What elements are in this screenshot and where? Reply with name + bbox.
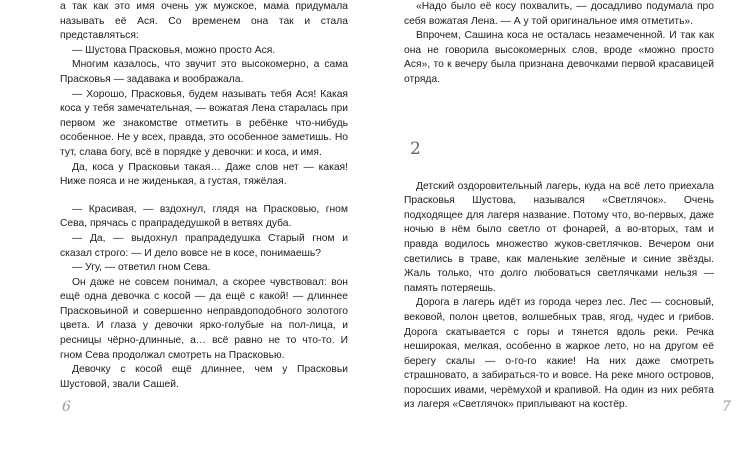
paragraph: Многим казалось, что звучит это высокомерно, а сама Прасковья — задавака и воображала. — [60, 59, 348, 85]
paragraph: Дорога в лагерь идёт из города через лес. Лес — сосновый, вековой, полон цветов, волшебных трав, ягод, чудес и грибов. Дорога скатывается с горы и тянется вдоль реки. Речка неширокая, мелкая, особенно в жаркое лето, но на другом её берегу скалы — о-го-го какие! На них даже смотреть страшновато, а забираться-то и вовсе. На реке много островов, поросших ивами, черёмухой и крапивой. На один из них ребята из лагеря «Светлячок» приплывают на костёр. — [404, 297, 714, 411]
left-page-text — [60, 0, 348, 392]
paragraph: Детский оздоровительный лагерь, куда на всё лето приехала Прасковья Шустова, назывался «Светлячок». Очень подходящее для лагеря название. Потому что, во-первых, даже ночью в нём было светло от фонарей, а во-вторых, там и правда водилось множество жуков-светлячков. Вечером они светились в траве, как маленькие зелёные и синие звёзды. Жаль только, что долго любоваться светлячками нельзя — память потеряешь. — [404, 180, 714, 294]
right-page-text — [404, 0, 714, 413]
paragraph: — Красивая, — вздохнул, глядя на Прасковью, гном Сева, прячась с прапрадедушкой в ветвях дуба. — [60, 203, 348, 230]
paragraph: Впрочем, Сашина коса не осталась незамеченной. И так как она не говорила высокомерных слов, вроде «можно просто Ася», то к вечеру была признана девочками первой красавицей отряда. — [404, 30, 714, 85]
paragraph: а так как это имя очень уж мужское, мама придумала называть её Ася. Со временем она так и стала представляться: — [60, 1, 348, 42]
section-break — [60, 190, 348, 203]
paragraph: Да, коса у Прасковьи такая… Даже слов нет — какая! Ниже пояса и не жиденькая, а густая, тяжёлая. — [60, 161, 348, 188]
paragraph: — Хорошо, Прасковья, будем называть тебя Ася! Какая коса у тебя замечательная, — вожатая Лена старалась при первом же знакомстве отметить в ребёнке что-нибудь особенное. Не у всех, правда, это особенное заметишь. Но тут, слава богу, всё в порядке у девочки: и коса, и имя. — [60, 88, 348, 158]
right-page — [368, 0, 736, 470]
page-number-right: 7 — [722, 399, 731, 415]
chapter-number: 2 — [410, 138, 421, 159]
page-number-left: 6 — [62, 399, 71, 415]
paragraph: Он даже не совсем понимал, а скорее чувствовал: вон ещё одна девочка с косой — да ещё с какой! — длиннее Прасковьиной и совершенно неправдоподобного золотого цвета. И глаза у девочки ярко-голубые на пол-лица, и ресницы чёрно-длинные, а… всё равно не то что-то. И гном Сева продолжал смотреть на Прасковью. — [60, 276, 348, 361]
paragraph: — Угу, — ответил гном Сева. — [72, 262, 211, 274]
paragraph: «Надо было её косу похвалить, — досадливо подумала про себя вожатая Лена. — А у той оригинальное имя отметить». — [404, 1, 714, 27]
paragraph: — Шустова Прасковья, можно просто Ася. — [72, 44, 276, 56]
paragraph: Девочку с косой ещё длиннее, чем у Прасковьи Шустовой, звали Сашей. — [60, 364, 348, 390]
paragraph: — Да, — выдохнул прапрадедушка Старый гном и сказал строго: — И дело вовсе не в косе, понимаешь? — [60, 232, 348, 259]
